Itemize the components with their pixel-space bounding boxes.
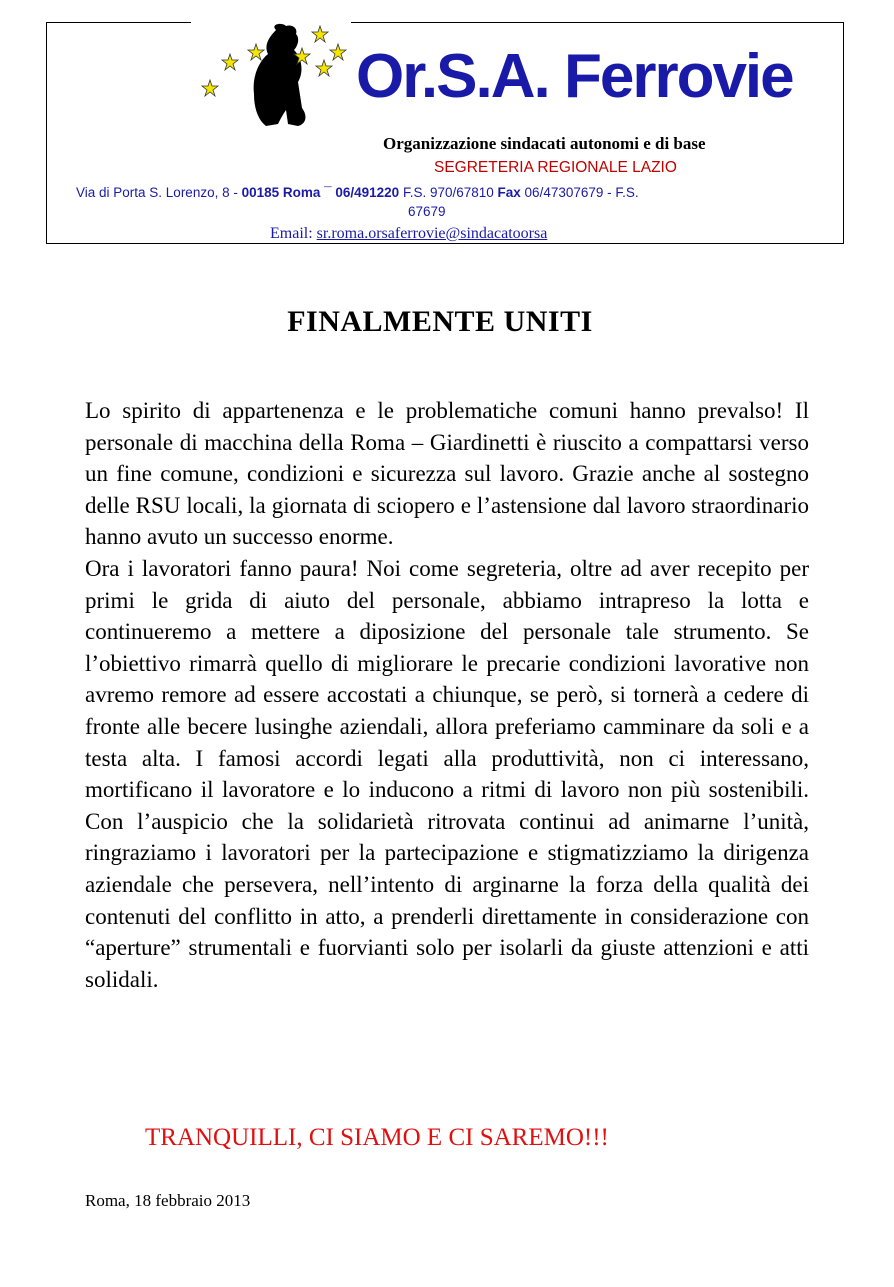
email-link[interactable]: sr.roma.orsaferrovie@sindacatoorsa xyxy=(316,225,548,242)
address-phone: 06/491220 xyxy=(335,185,400,200)
segreteria-title: SEGRETERIA REGIONALE LAZIO xyxy=(434,159,677,176)
email-label: Email: xyxy=(270,225,313,242)
paragraph-1: Lo spirito di appartenenza e le problematiche comuni hanno prevalso! Il personale di macchina della Roma – Giardinetti è riuscito a compattarsi verso un fine comune, condizioni e sicurezza sul lavoro. Grazie anche al sostegno delle RSU locali, la giornata di sciopero e l’astensione dal lavoro straordinario hanno avuto un successo enorme. xyxy=(85,398,809,550)
fax-value: 06/47307679 - F.S. xyxy=(520,185,639,200)
star-icon xyxy=(248,44,264,60)
bear-logo-icon xyxy=(198,20,358,132)
paragraph-2: Ora i lavoratori fanno paura! Noi come segreteria, oltre ad aver recepito per primi le grida di aiuto del personale, abbiamo intrapreso la lotta e continueremo a mettere a diposizione del personale tale strumento. Se l’obiettivo rimarrà quello di migliorare le precarie condizioni lavorative non avremo remore ad essere accostati a chiunque, se però, si tornerà a cedere di fronte alle becere lusinghe aziendali, allora preferiamo camminare da soli e a testa alta. I famosi accordi legati alla produttività, non ci interessano, mortificano il lavoratore e lo inducono a ritmi di lavoro non più sostenibili. Con l’auspicio che la solidarietà ritrovata continui ad animarne l’unità, ringraziamo i lavoratori per la partecipazione e stigmatizziamo la dirigenza aziendale che persevera, nell’intento di arginarne la forza della qualità dei contenuti del conflitto in atto, a prenderli direttamente in considerazione con “aperture” strumentali e fuorvianti solo per isolarli da giuste attenzioni e atti solidali. xyxy=(85,555,809,992)
address-line xyxy=(76,183,811,202)
star-icon xyxy=(222,54,238,70)
date-line: Roma, 18 febbraio 2013 xyxy=(85,1191,251,1210)
bear-silhouette xyxy=(254,24,306,126)
document-title: FINALMENTE UNITI xyxy=(287,305,593,338)
star-icon xyxy=(330,44,346,60)
brand-name: Or.S.A. Ferrovie xyxy=(356,42,793,111)
organization-name: Organizzazione sindacati autonomi e di base xyxy=(383,134,706,153)
star-icon xyxy=(312,26,328,42)
body-text xyxy=(85,395,809,995)
address-cap: 00185 Roma xyxy=(241,185,325,200)
star-icon xyxy=(316,60,332,76)
address-block xyxy=(76,183,811,221)
address-street: Via di Porta S. Lorenzo, 8 - xyxy=(76,185,242,200)
fax-label: Fax xyxy=(497,185,521,200)
slogan: TRANQUILLI, CI SIAMO E CI SAREMO!!! xyxy=(145,1124,609,1151)
star-icon xyxy=(202,80,218,96)
address-fs-phone: F.S. 970/67810 xyxy=(399,185,498,200)
email-row xyxy=(270,225,547,243)
fax-continuation: 67679 xyxy=(408,204,446,219)
address-separator: ¯ xyxy=(324,185,336,200)
